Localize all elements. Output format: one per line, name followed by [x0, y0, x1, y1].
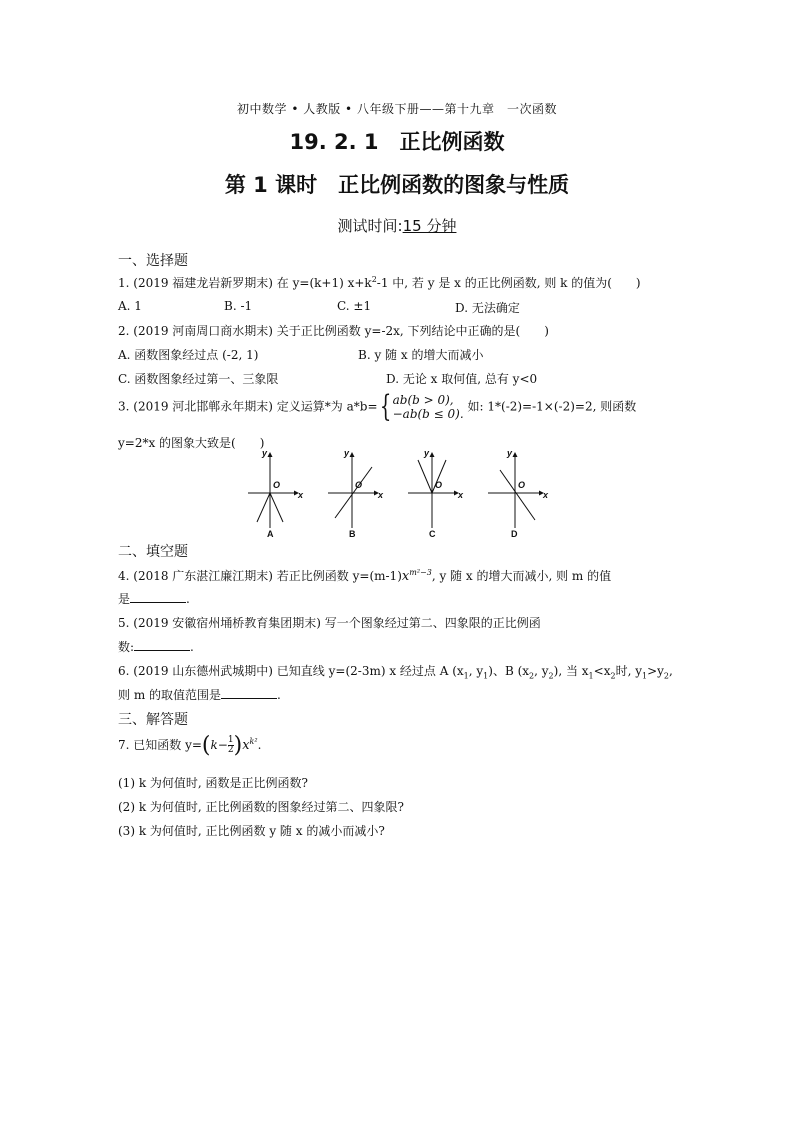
- q7-sub-1: (1) k 为何值时, 函数是正比例函数?: [118, 776, 308, 790]
- q4-answer-blank[interactable]: [130, 590, 186, 603]
- q7-frac-den: 2: [227, 745, 234, 755]
- q1-option-d: D. 无法确定: [455, 301, 520, 315]
- question-3: [118, 389, 637, 424]
- q7-minus: −: [217, 738, 228, 752]
- q3-cases: [393, 393, 464, 421]
- q4-exp: m²−3: [409, 568, 432, 577]
- test-time-label: 测试时间:: [337, 217, 403, 235]
- q6-text-a: 6. (2019 山东德州武城期中) 已知直线 y=(2-3m) x 经过点 A (x: [118, 664, 464, 678]
- q7-text-a: 7. 已知函数 y=: [118, 738, 202, 752]
- question-6: 6. (2019 山东德州武城期中) 已知直线 y=(2-3m) x 经过点 A ($x_1$, $y_1$)、B ($x_2$, $y_2$), 当 $x_1<x_2$时, $y_1>y_2$,: [118, 664, 673, 681]
- q5-answer-blank[interactable]: [134, 638, 190, 651]
- section-title: 19. 2. 1 正比例函数: [289, 130, 505, 154]
- q5-text-b: 数:: [118, 640, 135, 654]
- q4-x: x: [401, 569, 410, 584]
- graph-a-label: A: [267, 529, 274, 539]
- q7-exp: k²: [249, 737, 258, 746]
- q2-option-c: C. 函数图象经过第一、三象限: [118, 372, 279, 386]
- q2-option-b: B. y 随 x 的增大而减小: [358, 348, 484, 362]
- q4-text-b: , y 随 x 的增大而减小, 则 m 的值: [431, 569, 612, 583]
- question-4: [118, 567, 611, 584]
- graph-b-x: x: [378, 490, 384, 500]
- graph-a-y: y: [262, 448, 268, 458]
- q3-case-1: ab(b > 0),: [392, 393, 454, 407]
- graph-a-x: x: [298, 490, 304, 500]
- question-7: 7. 已知函数 y=(k− $\frac{1}{2}$ )$x^{k^2}$.: [118, 733, 262, 758]
- q7-x: x: [242, 738, 250, 753]
- q2-option-d: D. 无论 x 取何值, 总有 y<0: [386, 372, 538, 386]
- lesson-title: 第 1 课时 正比例函数的图象与性质: [224, 173, 570, 197]
- q1-option-c: C. ±1: [337, 299, 372, 313]
- q3-brace: {: [379, 389, 391, 424]
- graph-c: [408, 453, 458, 528]
- graph-d-label: D: [511, 529, 518, 539]
- q7-sub-3: (3) k 为何值时, 正比例函数 y 随 x 的减小而减小?: [118, 824, 385, 838]
- q5-line-2: 数: .: [118, 640, 194, 654]
- question-5: 5. (2019 安徽宿州埇桥教育集团期末) 写一个图象经过第二、四象限的正比例函: [118, 616, 541, 630]
- graph-b-o: O: [355, 480, 363, 490]
- graph-b: [328, 453, 378, 528]
- q1-option-b: B. -1: [224, 299, 253, 313]
- q3-text-c: y=2*x 的图象大致是( ): [118, 436, 265, 450]
- q4-text-c: 是: [118, 592, 131, 606]
- q1-sup: 2: [371, 275, 377, 284]
- graph-d-y: y: [507, 448, 513, 458]
- graph-b-y: y: [344, 448, 350, 458]
- graph-b-label: B: [349, 529, 356, 539]
- graph-c-label: C: [429, 529, 436, 539]
- graph-d: [488, 453, 543, 528]
- page-header: 初中数学 • 人教版 • 八年级下册——第十九章 一次函数: [237, 102, 557, 116]
- q2-option-a: A. 函数图象经过点 (-2, 1): [118, 348, 259, 362]
- q3-case-2: −ab(b ≤ 0).: [392, 407, 464, 421]
- section-heading-fill: 二、填空题: [118, 544, 188, 560]
- q7-sub-2: (2) k 为何值时, 正比例函数的图象经过第二、四象限?: [118, 800, 404, 814]
- graph-d-o: O: [518, 480, 526, 490]
- q4-line-2: 是 .: [118, 592, 190, 606]
- q4-text-a: 4. (2018 广东湛江廉江期末) 若正比例函数 y=(m-1): [118, 569, 402, 583]
- q6-line-2: 则 m 的取值范围是 .: [118, 688, 281, 702]
- section-heading-choice: 一、选择题: [118, 253, 188, 269]
- q6-answer-blank[interactable]: [221, 686, 277, 699]
- q1-option-a: A. 1: [118, 299, 142, 313]
- graph-a: [248, 453, 298, 528]
- q1-text-b: -1 中, 若 y 是 x 的正比例函数, 则 k 的值为( ): [376, 276, 641, 290]
- graph-d-x: x: [543, 490, 549, 500]
- q7-period: .: [257, 738, 262, 752]
- test-time: [0, 215, 794, 236]
- graph-c-x: x: [458, 490, 464, 500]
- question-1: [118, 274, 641, 291]
- q6-text-b: 则 m 的取值范围是: [118, 688, 222, 702]
- graph-a-o: O: [273, 480, 281, 490]
- q6-text-rest: , y: [468, 664, 484, 678]
- q7-frac-num: 1: [227, 735, 234, 745]
- graph-c-o: O: [435, 480, 443, 490]
- question-2: 2. (2019 河南周口商水期末) 关于正比例函数 y=-2x, 下列结论中正确的是( ): [118, 324, 549, 338]
- q3-text-b: 如: 1*(-2)=-1×(-2)=2, 则函数: [467, 399, 637, 414]
- q7-k: k: [210, 738, 218, 752]
- test-time-value: 15 分钟: [402, 217, 457, 235]
- q3-text-a: 3. (2019 河北邯郸永年期末) 定义运算*为 a*b=: [118, 399, 378, 414]
- graph-c-y: y: [424, 448, 430, 458]
- q1-text-a: 1. (2019 福建龙岩新罗期末) 在 y=(k+1) x+k: [118, 276, 372, 290]
- section-heading-solve: 三、解答题: [118, 712, 188, 728]
